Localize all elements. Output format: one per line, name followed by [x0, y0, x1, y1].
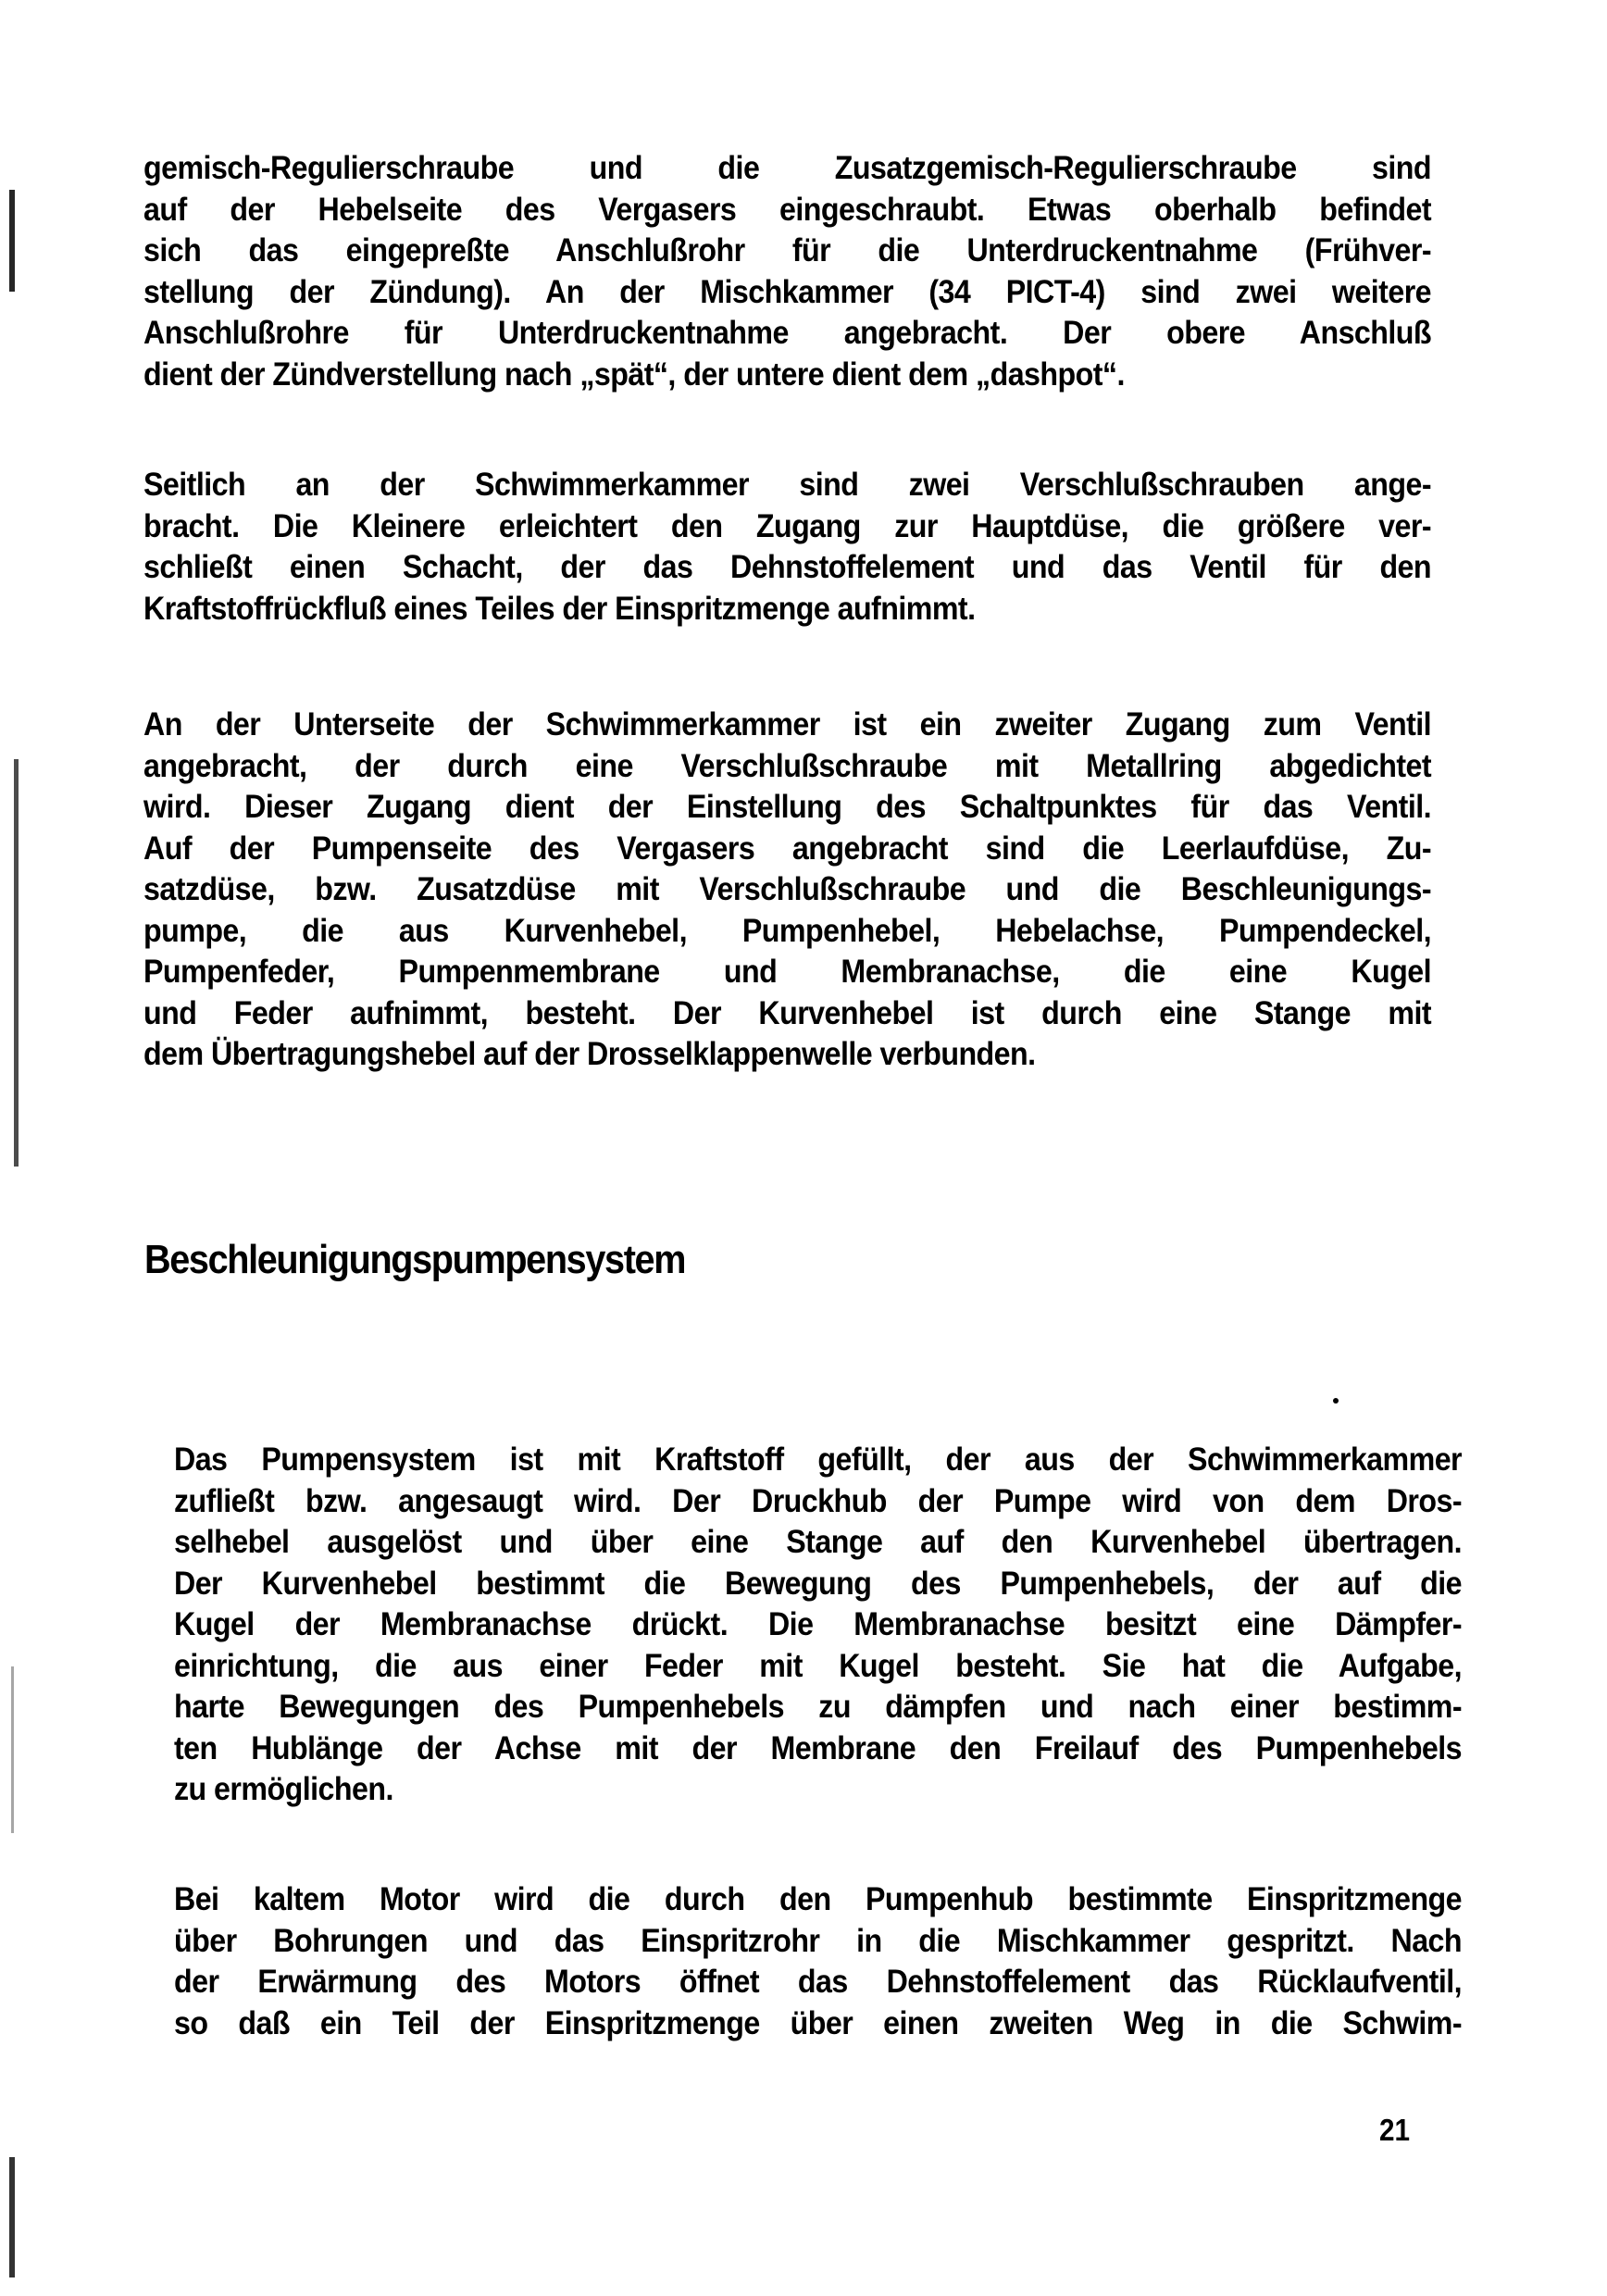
text-line: und Feder aufnimmt, besteht. Der Kurvenhebel ist durch eine Stange mit: [143, 994, 1432, 1031]
text-line: schließt einen Schacht, der das Dehnstoffelement und das Ventil für den: [143, 549, 1432, 585]
text-line: Anschlußrohre für Unterdruckentnahme angebracht. Der obere Anschluß: [143, 315, 1432, 351]
text-line: Kraftstoffrückfluß eines Teiles der Einspritzmenge aufnimmt.: [143, 590, 976, 627]
text-line: harte Bewegungen des Pumpenhebels zu dämpfen und nach einer bestimm-: [174, 1689, 1463, 1725]
paragraph-pump-system: [174, 1440, 1462, 1811]
text-line: Das Pumpensystem ist mit Kraftstoff gefüllt, der aus der Schwimmerkammer: [174, 1441, 1463, 1478]
scan-speck: [1333, 1398, 1339, 1404]
text-line: Bei kaltem Motor wird die durch den Pumpenhub bestimmte Einspritzmenge: [174, 1881, 1463, 1917]
text-line: der Erwärmung des Motors öffnet das Dehnstoffelement das Rücklaufventil,: [174, 1964, 1463, 2000]
text-line: auf der Hebelseite des Vergasers eingeschraubt. Etwas oberhalb befindet: [143, 191, 1432, 228]
scan-edge-mark: [9, 2157, 15, 2277]
text-line: bracht. Die Kleinere erleichtert den Zugang zur Hauptdüse, die größere ver-: [143, 507, 1432, 544]
text-line: pumpe, die aus Kurvenhebel, Pumpenhebel, Hebelachse, Pumpendeckel,: [143, 912, 1432, 949]
text-line: Seitlich an der Schwimmerkammer sind zwei Verschlußschrauben ange-: [143, 467, 1432, 503]
text-line: so daß ein Teil der Einspritzmenge über einen zweiten Weg in die Schwim-: [174, 2004, 1463, 2041]
text-line: dient der Zündverstellung nach „spät“, der untere dient dem „dashpot“.: [143, 356, 1125, 393]
paragraph-pump-side: [143, 705, 1431, 1076]
text-line: wird. Dieser Zugang dient der Einstellung des Schaltpunktes für das Ventil.: [143, 789, 1432, 825]
text-line: ten Hublänge der Achse mit der Membrane den Freilauf des Pumpenhebels: [174, 1729, 1463, 1766]
scan-edge-mark: [11, 1666, 14, 1833]
text-line: Pumpenfeder, Pumpenmembrane und Membranachse, die eine Kugel: [143, 954, 1432, 990]
text-line: satzdüse, bzw. Zusatzdüse mit Verschlußschraube und die Beschleunigungs-: [143, 871, 1432, 907]
text-line: Kugel der Membranachse drückt. Die Membranachse besitzt eine Dämpfer-: [174, 1606, 1463, 1642]
paragraph-float-chamber-screws: [143, 465, 1431, 630]
text-line: zu ermöglichen.: [174, 1771, 393, 1807]
paragraph-cold-engine: [174, 1879, 1462, 2044]
text-line: Auf der Pumpenseite des Vergasers angebracht sind die Leerlaufdüse, Zu-: [143, 830, 1432, 867]
text-line: selhebel ausgelöst und über eine Stange auf den Kurvenhebel übertragen.: [174, 1524, 1463, 1560]
text-line: über Bohrungen und das Einspritzrohr in die Mischkammer gespritzt. Nach: [174, 1922, 1463, 1959]
text-line: stellung der Zündung). An der Mischkammer (34 PICT-4) sind zwei weitere: [143, 273, 1432, 310]
text-line: zufließt bzw. angesaugt wird. Der Druckhub der Pumpe wird von dem Dros-: [174, 1482, 1463, 1519]
text-line: An der Unterseite der Schwimmerkammer ist ein zweiter Zugang zum Ventil: [143, 706, 1432, 742]
scan-edge-mark: [9, 190, 15, 292]
text-line: gemisch-Regulierschraube und die Zusatzgemisch-Regulierschraube sind: [143, 150, 1432, 186]
text-line: einrichtung, die aus einer Feder mit Kugel besteht. Sie hat die Aufgabe,: [174, 1647, 1463, 1684]
section-heading: Beschleunigungspumpensystem: [144, 1237, 686, 1282]
text-line: Der Kurvenhebel bestimmt die Bewegung des Pumpenhebels, der auf die: [174, 1565, 1463, 1602]
page-number: 21: [1379, 2113, 1411, 2147]
text-line: angebracht, der durch eine Verschlußschraube mit Metallring abgedichtet: [143, 747, 1432, 784]
paragraph-intro-continued: [143, 148, 1431, 395]
text-line: dem Übertragungshebel auf der Drosselklappenwelle verbunden.: [143, 1036, 1036, 1072]
text-line: sich das eingepreßte Anschlußrohr für die Unterdruckentnahme (Frühver-: [143, 232, 1432, 268]
scan-edge-mark: [14, 759, 19, 1167]
